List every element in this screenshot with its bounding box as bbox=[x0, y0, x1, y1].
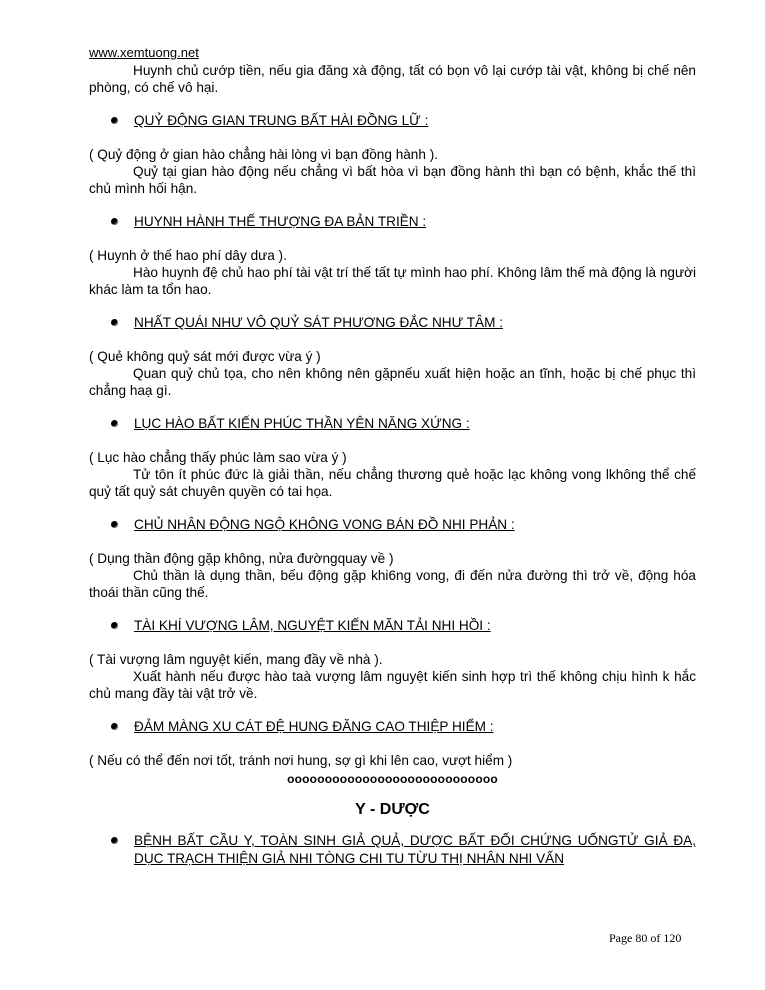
page-content bbox=[89, 62, 696, 868]
section-heading bbox=[89, 718, 696, 736]
bullet-icon bbox=[111, 723, 118, 730]
section-heading bbox=[89, 832, 696, 868]
section-heading bbox=[89, 112, 696, 130]
paragraph: ( Quỷ động ở gian hào chẳng hài lòng vì bạn đồng hành ). bbox=[89, 147, 439, 162]
heading-text: QUỶ ĐỘNG GIAN TRUNG BẤT HÀI ĐỒNG LỮ : bbox=[134, 113, 429, 128]
section-title: Y - DƯỢC bbox=[355, 801, 430, 818]
bullet-icon bbox=[111, 420, 118, 427]
heading-text: BỆNH BẤT CẦU Y, TOÀN SINH GIẢ QUẢ, DƯỢC BẤT ĐỐI CHỨNG UỐNGTỬ GIẢ ĐA, DỤC TRẠCH THIỆN GIẢ NHI TÒNG CHI TU TỪU THỊ NHÂN NHI VẤN bbox=[134, 833, 696, 866]
separator-line: oooooooooooooooooooooooooooo bbox=[287, 772, 498, 786]
paragraph: ( Nếu có thể đến nơi tốt, tránh nơi hung, sợ gì khi lên cao, vượt hiểm ) bbox=[89, 753, 513, 768]
paragraph: ( Dụng thần động gặp không, nửa đườngquay về ) bbox=[89, 551, 394, 566]
heading-text: CHỦ NHÂN ĐỘNG NGỘ KHÔNG VONG BÁN ĐỒ NHI PHẢN : bbox=[134, 517, 515, 532]
paragraph: Xuất hành nếu được hào taà vượng lâm nguyệt kiến sinh hợp trì thế không chịu hình k hắc chủ mang đầy tài vật trở về. bbox=[89, 669, 696, 701]
paragraph: Tử tôn ít phúc đức là giải thần, nếu chẳng thương quẻ hoặc lạc không vong lkhông thể chế quỷ tất quỷ sát chuyên quyền có tai họa. bbox=[89, 467, 696, 499]
paragraph: ( Tài vượng lâm nguyệt kiến, mang đầy về nhà ). bbox=[89, 652, 383, 667]
paragraph: Quan quỷ chủ tọa, cho nên không nên gặpnếu xuất hiện hoặc an tĩnh, hoặc bị chế phục thì chẳng haạ gì. bbox=[89, 366, 696, 398]
bullet-icon bbox=[111, 521, 118, 528]
paragraph: ( Lục hào chẳng thấy phúc làm sao vừa ý ) bbox=[89, 450, 347, 465]
heading-text: LỤC HÀO BẤT KIẾN PHÚC THẦN YÊN NĂNG XỨNG : bbox=[134, 416, 470, 431]
heading-text: ĐẢM MÀNG XU CÁT ĐỆ HUNG ĐĂNG CAO THIỆP HIỂM : bbox=[134, 719, 494, 734]
section-heading bbox=[89, 617, 696, 635]
heading-text: HUYNH HÀNH THẾ THƯỢNG ĐA BẢN TRIỀN : bbox=[134, 214, 427, 229]
bullet-icon bbox=[111, 117, 118, 124]
paragraph: Quỷ tại gian hào động nếu chẳng vì bất hòa vì bạn đồng hành thì bạn có bệnh, khắc thế thì chủ mình hối hận. bbox=[89, 164, 696, 196]
bullet-icon bbox=[111, 319, 118, 326]
paragraph: ( Quẻ không quỷ sát mới được vừa ý ) bbox=[89, 349, 321, 364]
bullet-icon bbox=[111, 622, 118, 629]
heading-text: TÀI KHÍ VƯỢNG LÂM, NGUYỆT KIẾN MÃN TẢI NHI HỒI : bbox=[134, 618, 491, 633]
paragraph: Chủ thần là dụng thần, bếu động gặp khi6ng vong, đi đến nửa đường thì trở về, động hóa thoái thần cũng thế. bbox=[89, 568, 696, 600]
site-url[interactable]: www.xemtuong.net bbox=[89, 45, 199, 60]
bullet-icon bbox=[111, 837, 118, 844]
section-heading bbox=[89, 516, 696, 534]
paragraph: Hào huynh đệ chủ hao phí tài vật trí thế tất tự mình hao phí. Không lâm thế mà động là người khác làm ta tổn hao. bbox=[89, 265, 696, 297]
bullet-icon bbox=[111, 218, 118, 225]
section-heading bbox=[89, 415, 696, 433]
heading-text: NHẤT QUÁI NHƯ VÔ QUỶ SÁT PHƯƠNG ĐẮC NHƯ TÂM : bbox=[134, 315, 504, 330]
section-heading bbox=[89, 314, 696, 332]
paragraph: Huynh chủ cướp tiền, nếu gia đăng xà động, tất có bọn vô lại cướp tài vật, không bị chế nên phòng, có chế vô hại. bbox=[89, 63, 696, 95]
section-heading bbox=[89, 213, 696, 231]
paragraph: ( Huynh ở thế hao phí dây dưa ). bbox=[89, 248, 287, 263]
page-number: Page 80 of 120 bbox=[609, 931, 682, 945]
